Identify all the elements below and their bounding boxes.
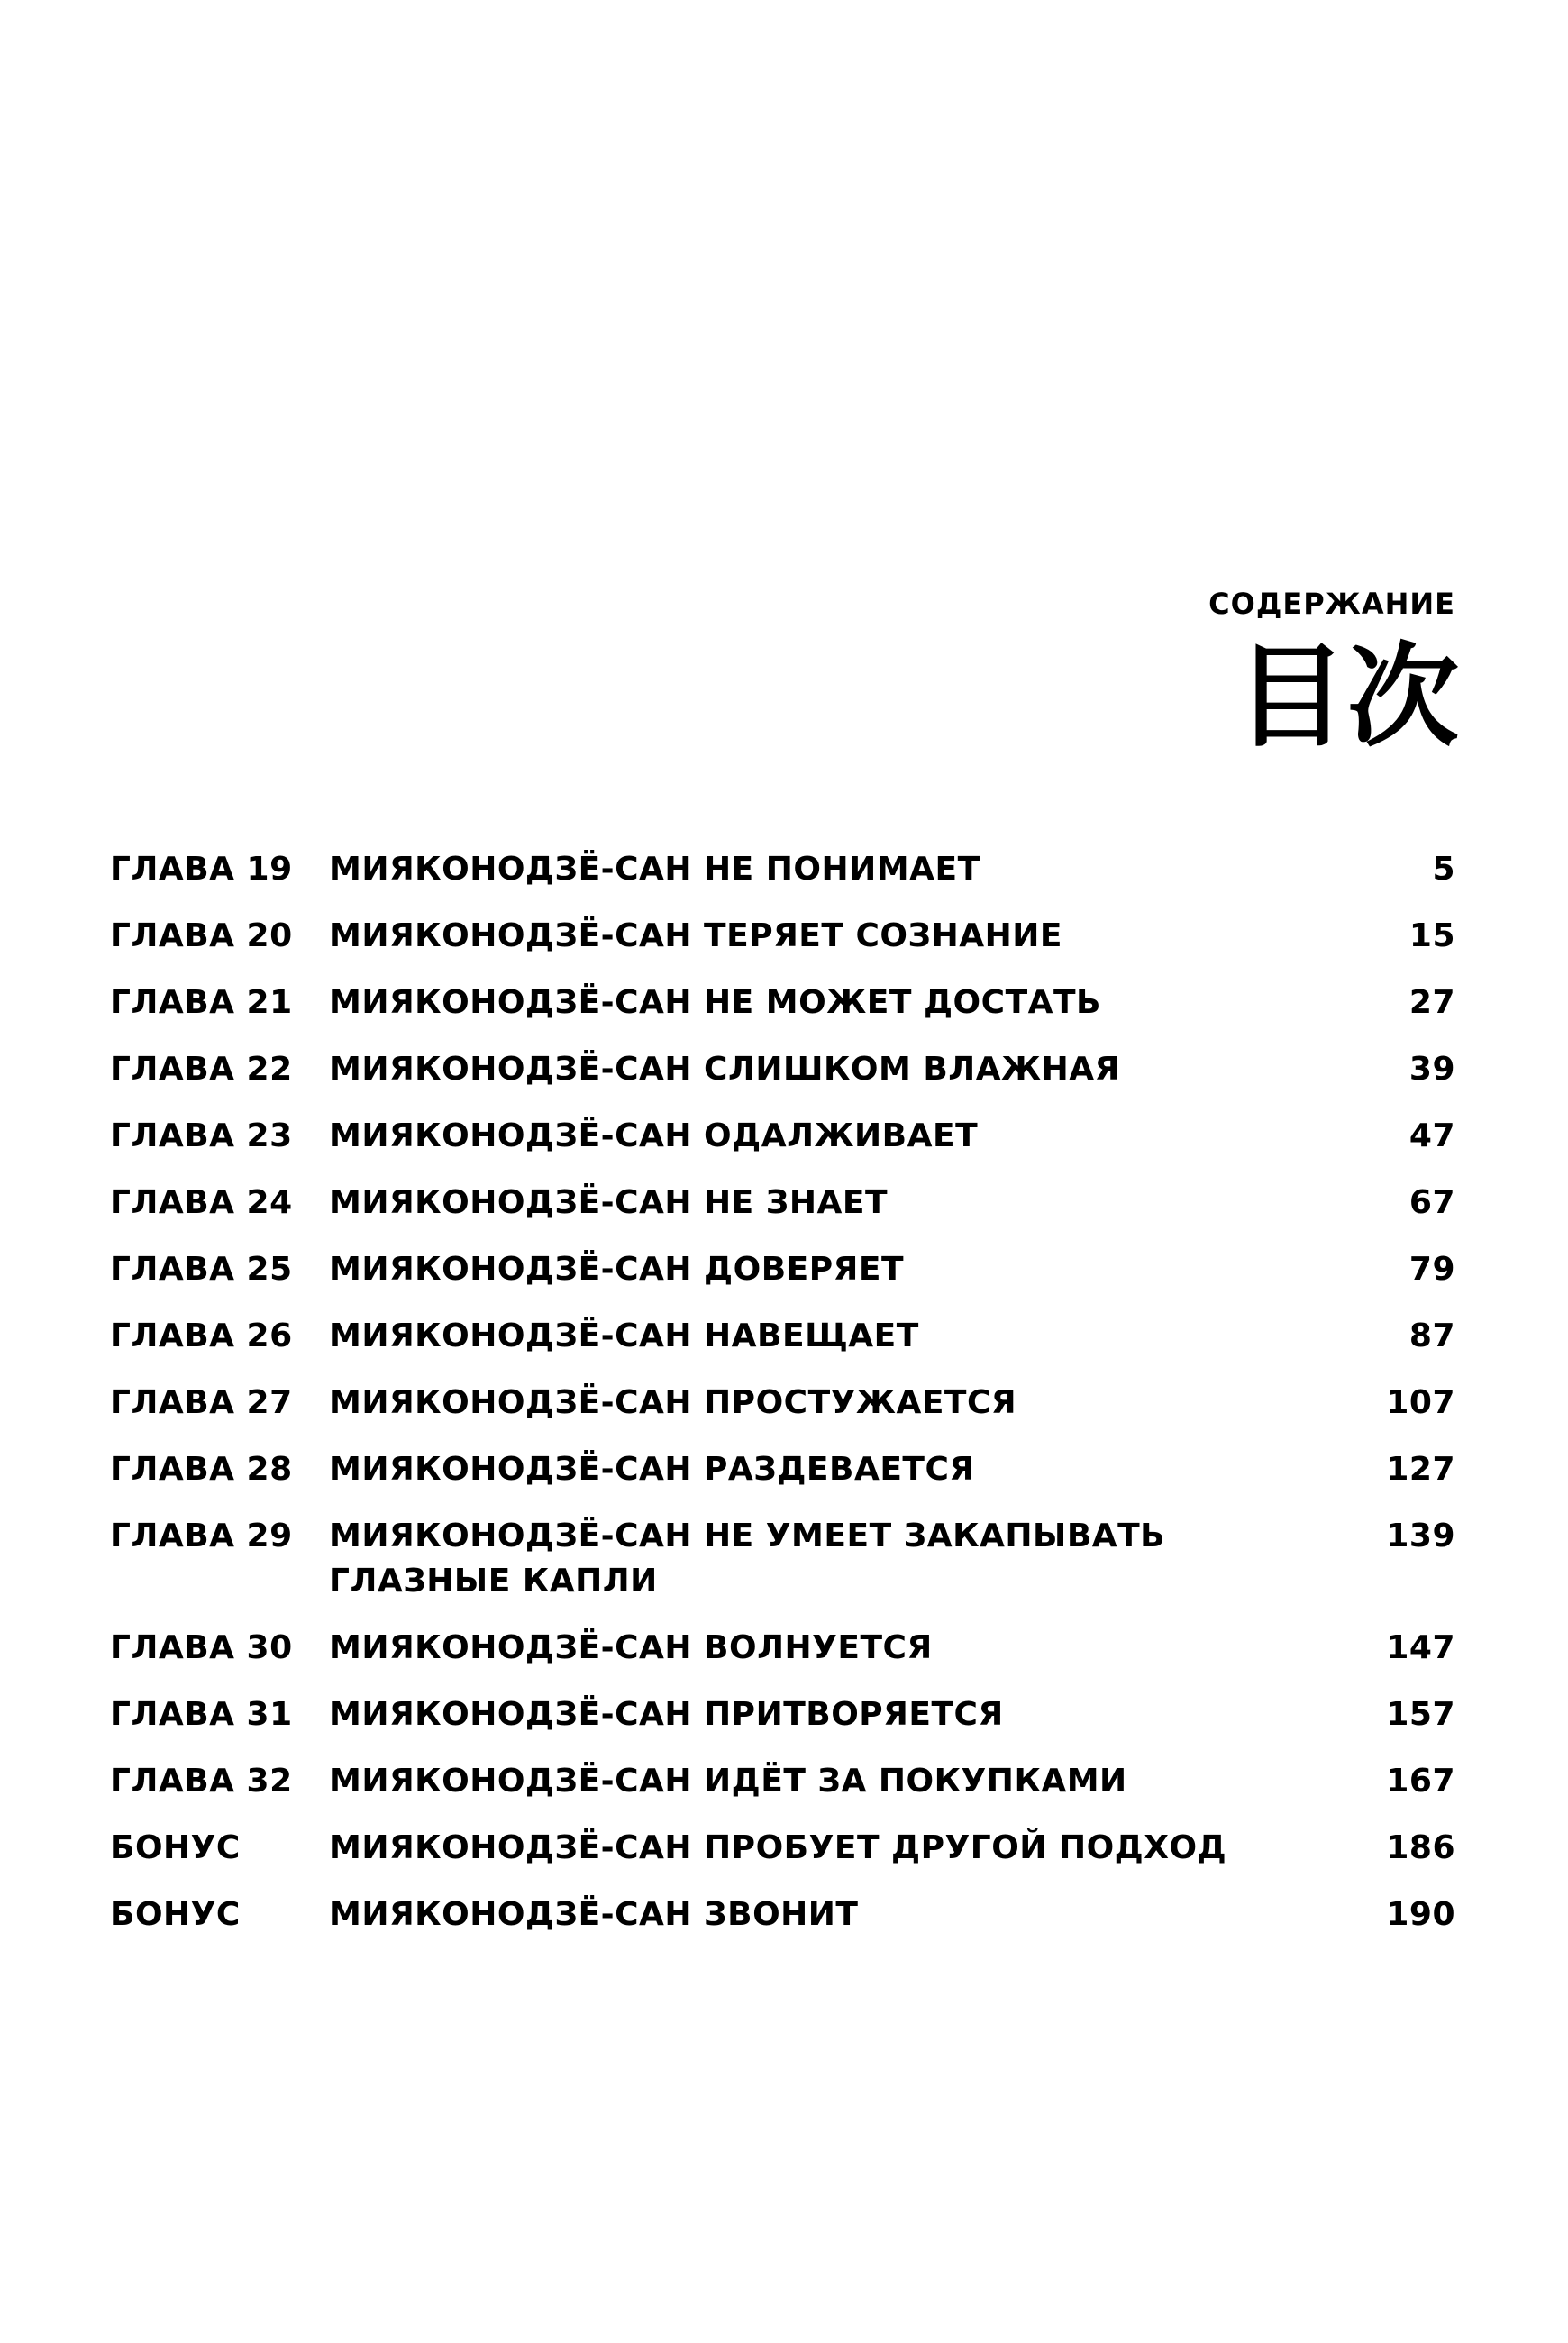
entry-page: 190 (1386, 1896, 1455, 1933)
entry-label: ГЛАВА 25 (110, 1251, 293, 1288)
entry-label: ГЛАВА 20 (110, 917, 293, 954)
entry-title: МИЯКОНОДЗЁ-САН ТЕРЯЕТ СОЗНАНИЕ (329, 917, 1062, 954)
entry-title: МИЯКОНОДЗЁ-САН ДОВЕРЯЕТ (329, 1251, 905, 1288)
entry-label: ГЛАВА 32 (110, 1763, 293, 1800)
toc-entry (110, 1826, 1455, 1871)
toc-entry (110, 914, 1455, 959)
entry-title: МИЯКОНОДЗЁ-САН РАЗДЕВАЕТСЯ (329, 1451, 975, 1488)
entry-title: МИЯКОНОДЗЁ-САН ПРИТВОРЯЕТСЯ (329, 1696, 1004, 1733)
toc-title-japanese: 目次 (1235, 633, 1459, 762)
entry-page: 47 (1408, 1117, 1455, 1154)
entry-page: 147 (1386, 1629, 1455, 1666)
entry-label: ГЛАВА 23 (110, 1117, 293, 1154)
entry-label: ГЛАВА 30 (110, 1629, 293, 1666)
entry-page: 186 (1386, 1829, 1455, 1866)
toc-title: СОДЕРЖАНИЕ (1208, 587, 1455, 621)
toc-entry (110, 1247, 1455, 1292)
entry-title: МИЯКОНОДЗЁ-САН НЕ УМЕЕТ ЗАКАПЫВАТЬ ГЛАЗНЫЕ КАПЛИ (329, 1518, 1166, 1600)
entry-page: 39 (1408, 1051, 1455, 1088)
toc-entry (110, 1314, 1455, 1359)
toc-entry (110, 1381, 1455, 1426)
entry-page: 127 (1386, 1451, 1455, 1488)
entry-label: ГЛАВА 19 (110, 851, 293, 888)
entry-title: МИЯКОНОДЗЁ-САН НЕ ПОНИМАЕТ (329, 851, 980, 888)
entry-title: МИЯКОНОДЗЁ-САН НЕ МОЖЕТ ДОСТАТЬ (329, 984, 1101, 1021)
toc-entry (110, 1892, 1455, 1937)
entry-label: ГЛАВА 24 (110, 1184, 293, 1221)
entry-title: МИЯКОНОДЗЁ-САН ИДЁТ ЗА ПОКУПКАМИ (329, 1763, 1127, 1800)
entry-label: ГЛАВА 26 (110, 1317, 293, 1354)
table-of-contents (110, 847, 1455, 1959)
entry-title: МИЯКОНОДЗЁ-САН ЗВОНИТ (329, 1896, 859, 1933)
entry-page: 87 (1408, 1317, 1455, 1354)
entry-page: 167 (1386, 1763, 1455, 1800)
toc-entry (110, 1114, 1455, 1159)
entry-page: 15 (1408, 917, 1455, 954)
entry-label: ГЛАВА 31 (110, 1696, 293, 1733)
entry-title: МИЯКОНОДЗЁ-САН ПРОБУЕТ ДРУГОЙ ПОДХОД (329, 1829, 1227, 1866)
entry-title: МИЯКОНОДЗЁ-САН СЛИШКОМ ВЛАЖНАЯ (329, 1051, 1120, 1088)
toc-entry (110, 980, 1455, 1026)
toc-entry (110, 1759, 1455, 1804)
toc-entry (110, 1181, 1455, 1226)
entry-label: БОНУС (110, 1896, 241, 1933)
entry-page: 107 (1386, 1384, 1455, 1421)
entry-label: ГЛАВА 27 (110, 1384, 293, 1421)
entry-title: МИЯКОНОДЗЁ-САН НАВЕЩАЕТ (329, 1317, 919, 1354)
entry-title: МИЯКОНОДЗЁ-САН ПРОСТУЖАЕТСЯ (329, 1384, 1017, 1421)
toc-entry (110, 1692, 1455, 1737)
toc-entry (110, 1447, 1455, 1492)
toc-heading (1208, 586, 1459, 762)
entry-page: 139 (1386, 1518, 1455, 1554)
entry-label: ГЛАВА 29 (110, 1518, 293, 1554)
entry-title: МИЯКОНОДЗЁ-САН НЕ ЗНАЕТ (329, 1184, 889, 1221)
entry-title: МИЯКОНОДЗЁ-САН ВОЛНУЕТСЯ (329, 1629, 933, 1666)
toc-entry (110, 1514, 1455, 1604)
entry-page: 157 (1386, 1696, 1455, 1733)
entry-label: ГЛАВА 22 (110, 1051, 293, 1088)
entry-label: ГЛАВА 28 (110, 1451, 293, 1488)
entry-page: 27 (1408, 984, 1455, 1021)
entry-page: 79 (1408, 1251, 1455, 1288)
entry-page: 5 (1432, 851, 1455, 888)
entry-label: ГЛАВА 21 (110, 984, 293, 1021)
toc-entry (110, 1047, 1455, 1092)
entry-label: БОНУС (110, 1829, 241, 1866)
entry-title: МИЯКОНОДЗЁ-САН ОДАЛЖИВАЕТ (329, 1117, 979, 1154)
toc-entry (110, 847, 1455, 892)
toc-entry (110, 1626, 1455, 1671)
entry-page: 67 (1408, 1184, 1455, 1221)
